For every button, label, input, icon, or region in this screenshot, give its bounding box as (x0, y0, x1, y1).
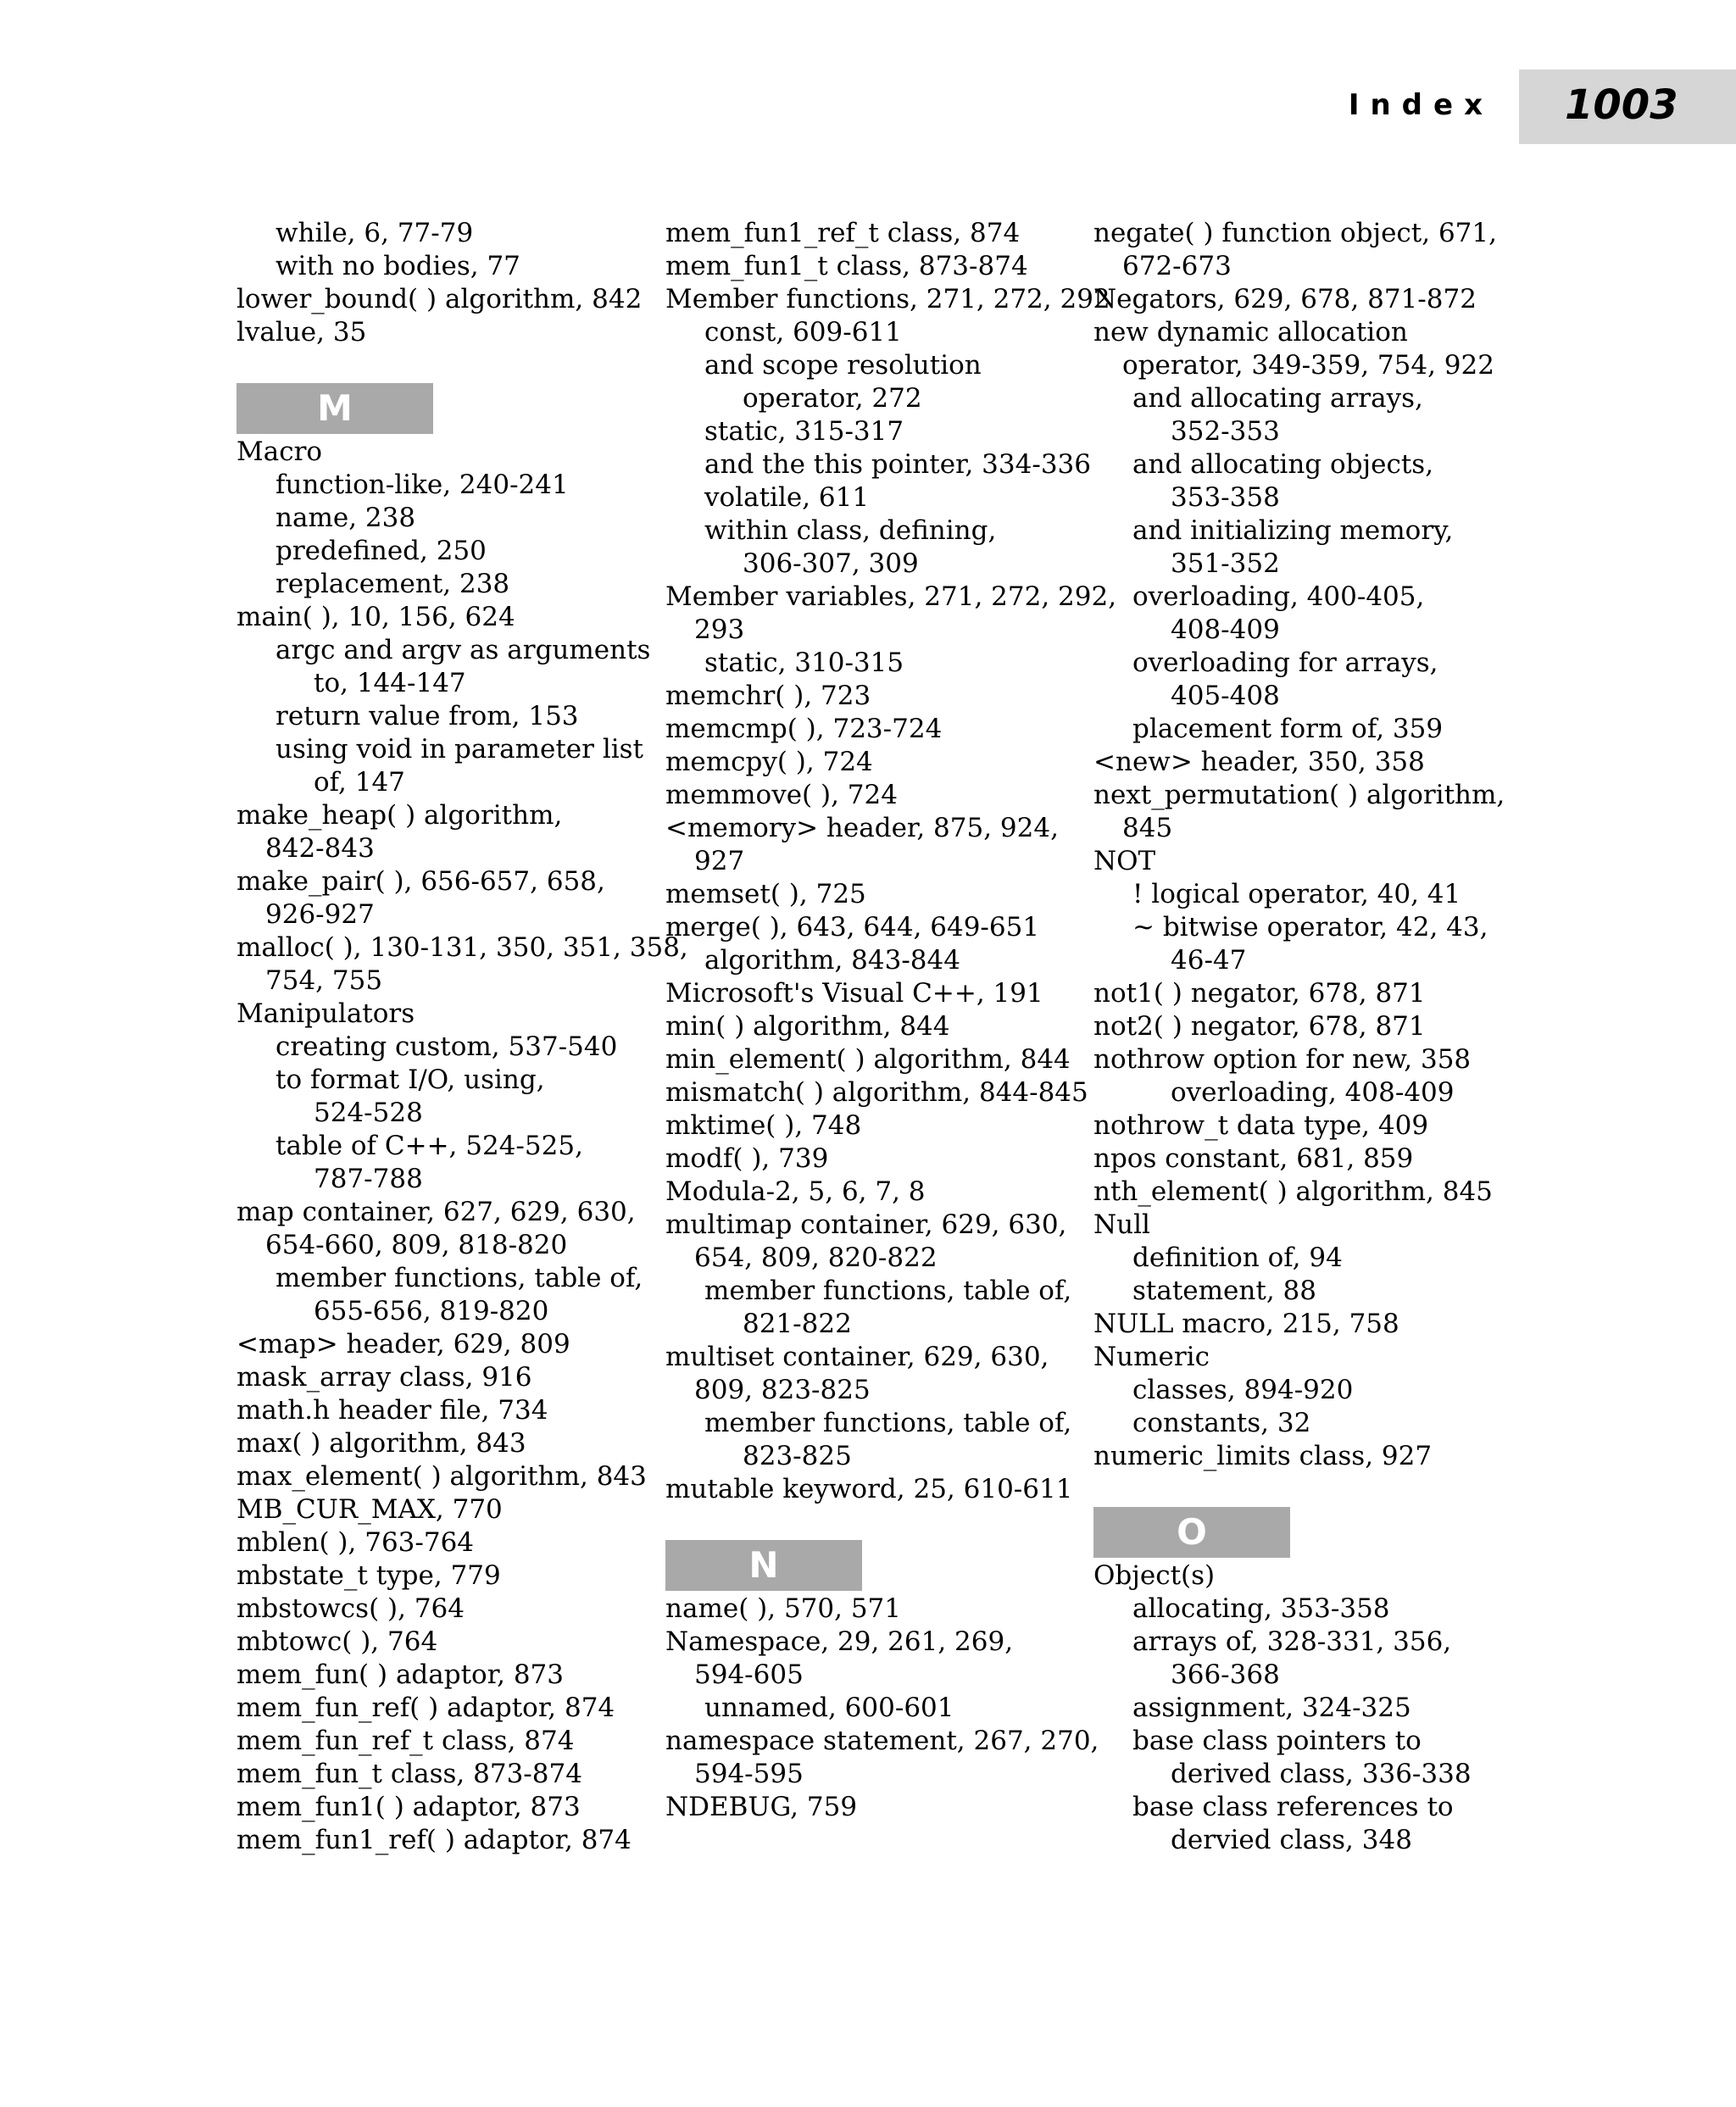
index-subentry: member functions, table of, (275, 1263, 643, 1293)
index-entry-continuation: 293 (694, 614, 745, 645)
index-entry: memset( ), 725 (665, 879, 866, 909)
index-subentry: algorithm, 843-844 (704, 945, 960, 976)
index-entry: mask_array class, 916 (236, 1362, 532, 1393)
index-entry: mutable keyword, 25, 610-611 (665, 1474, 1073, 1504)
index-entry: multiset container, 629, 630, (665, 1342, 1049, 1372)
index-entry: NULL macro, 215, 758 (1093, 1309, 1399, 1339)
index-entry: Microsoft's Visual C++, 191 (665, 978, 1043, 1009)
index-entry: malloc( ), 130-131, 350, 351, 358, (236, 932, 688, 963)
index-subentry: 351-352 (1171, 548, 1280, 579)
index-entry-continuation: 809, 823-825 (694, 1375, 871, 1405)
index-subentry: function-like, 240-241 (275, 470, 569, 500)
index-entry: NDEBUG, 759 (665, 1792, 858, 1822)
index-subentry: with no bodies, 77 (275, 251, 520, 281)
section-spacer (236, 349, 643, 383)
index-entry: Modula-2, 5, 6, 7, 8 (665, 1176, 926, 1207)
index-entry-continuation: 842-843 (265, 833, 375, 864)
index-entry: mem_fun1( ) adaptor, 873 (236, 1792, 581, 1822)
index-entry: max_element( ) algorithm, 843 (236, 1461, 647, 1492)
index-subentry: while, 6, 77-79 (275, 218, 474, 248)
index-subentry: within class, defining, (704, 515, 997, 546)
index-subentry: 655-656, 819-820 (314, 1296, 549, 1326)
index-subentry: member functions, table of, (704, 1276, 1072, 1306)
index-entry: lower_bound( ) algorithm, 842 (236, 284, 643, 314)
section-spacer (665, 1506, 1072, 1540)
index-entry: Namespace, 29, 261, 269, (665, 1626, 1014, 1657)
index-entry: modf( ), 739 (665, 1143, 829, 1174)
index-subentry: member functions, table of, (704, 1408, 1072, 1438)
index-entry: mblen( ), 763-764 (236, 1527, 475, 1558)
index-entry: multimap container, 629, 630, (665, 1209, 1067, 1240)
index-entry: NOT (1093, 846, 1156, 876)
index-subentry: definition of, 94 (1132, 1243, 1343, 1273)
page-number-box (1519, 69, 1736, 144)
index-entry: not2( ) negator, 678, 871 (1093, 1011, 1426, 1042)
index-subentry: and allocating arrays, (1132, 383, 1423, 414)
index-subentry: overloading, 400-405, (1132, 581, 1425, 612)
index-entry: mbstate_t type, 779 (236, 1560, 501, 1591)
index-subentry: 524-528 (314, 1098, 423, 1128)
index-entry: name( ), 570, 571 (665, 1593, 901, 1624)
index-subentry: overloading, 408-409 (1171, 1077, 1455, 1108)
index-entry: mbstowcs( ), 764 (236, 1593, 465, 1624)
index-entry: npos constant, 681, 859 (1093, 1143, 1414, 1174)
page-number: 1003 (1565, 81, 1678, 129)
index-entry: <memory> header, 875, 924, (665, 813, 1059, 843)
index-entry: next_permutation( ) algorithm, (1093, 780, 1505, 810)
index-entry: mem_fun1_t class, 873-874 (665, 251, 1028, 281)
index-subentry: name, 238 (275, 503, 416, 533)
index-entry: min( ) algorithm, 844 (665, 1011, 950, 1042)
index-subentry: arrays of, 328-331, 356, (1132, 1626, 1452, 1657)
page-header (1075, 69, 1736, 144)
index-subentry: 306-307, 309 (743, 548, 919, 579)
index-subentry: replacement, 238 (275, 569, 510, 599)
index-subentry: and scope resolution (704, 350, 982, 381)
index-subentry: 46-47 (1171, 945, 1247, 976)
index-entry-continuation: 927 (694, 846, 745, 876)
section-letter-heading: N (665, 1540, 862, 1591)
index-subentry: to, 144-147 (314, 668, 466, 698)
index-subentry: overloading for arrays, (1132, 648, 1438, 678)
index-subentry: volatile, 611 (704, 482, 870, 513)
index-entry: Manipulators (236, 998, 415, 1029)
index-subentry: base class pointers to (1132, 1726, 1422, 1756)
section-spacer (1093, 1473, 1500, 1507)
index-subentry: statement, 88 (1132, 1276, 1316, 1306)
index-entry-continuation: 594-595 (694, 1759, 804, 1789)
index-entry: mem_fun_t class, 873-874 (236, 1759, 582, 1789)
index-subentry: dervied class, 348 (1171, 1825, 1412, 1855)
index-entry: lvalue, 35 (236, 317, 367, 347)
index-entry: mktime( ), 748 (665, 1110, 862, 1141)
index-entry: max( ) algorithm, 843 (236, 1428, 526, 1459)
index-entry: merge( ), 643, 644, 649-651 (665, 912, 1040, 942)
index-subentry: classes, 894-920 (1132, 1375, 1354, 1405)
index-subentry: base class references to (1132, 1792, 1454, 1822)
index-entry: mem_fun1_ref( ) adaptor, 874 (236, 1825, 632, 1855)
index-entry: numeric_limits class, 927 (1093, 1441, 1433, 1471)
index-entry: Macro (236, 436, 323, 467)
index-subentry: 787-788 (314, 1164, 423, 1194)
index-entry: main( ), 10, 156, 624 (236, 602, 515, 632)
index-subentry: static, 310-315 (704, 648, 904, 678)
index-subentry: ! logical operator, 40, 41 (1132, 879, 1461, 909)
index-entry: namespace statement, 267, 270, (665, 1726, 1099, 1756)
index-subentry: ~ bitwise operator, 42, 43, (1132, 912, 1488, 942)
index-entry: math.h header file, 734 (236, 1395, 548, 1426)
index-subentry: to format I/O, using, (275, 1065, 545, 1095)
index-column-3 (1093, 217, 1505, 1857)
index-entry: nth_element( ) algorithm, 845 (1093, 1176, 1493, 1207)
index-entry-continuation: 654, 809, 820-822 (694, 1243, 938, 1273)
index-subentry: table of C++, 524-525, (275, 1131, 583, 1161)
index-subentry: unnamed, 600-601 (704, 1693, 954, 1723)
index-entry-continuation: 926-927 (265, 899, 375, 930)
index-entry-continuation: 845 (1122, 813, 1173, 843)
index-subentry: 823-825 (743, 1441, 852, 1471)
index-subentry: creating custom, 537-540 (275, 1031, 618, 1062)
index-entry-continuation: 754, 755 (265, 965, 383, 996)
index-entry: Negators, 629, 678, 871-872 (1093, 284, 1477, 314)
index-column-2 (665, 217, 1117, 1824)
index-entry: memchr( ), 723 (665, 681, 871, 711)
index-entry: Object(s) (1093, 1560, 1216, 1591)
index-entry-continuation: operator, 349-359, 754, 922 (1122, 350, 1494, 381)
index-subentry: argc and argv as arguments (275, 635, 651, 665)
index-subentry: static, 315-317 (704, 416, 904, 447)
index-entry: map container, 627, 629, 630, (236, 1197, 636, 1227)
index-subentry: and initializing memory, (1132, 515, 1454, 546)
index-entry: memcpy( ), 724 (665, 747, 873, 777)
index-subentry: 821-822 (743, 1309, 852, 1339)
index-subentry: and the this pointer, 334-336 (704, 449, 1091, 480)
index-entry: MB_CUR_MAX, 770 (236, 1494, 503, 1525)
index-entry: mem_fun_ref( ) adaptor, 874 (236, 1693, 615, 1723)
index-subentry: derived class, 336-338 (1171, 1759, 1472, 1789)
index-subentry: constants, 32 (1132, 1408, 1311, 1438)
index-entry: make_heap( ) algorithm, (236, 800, 563, 831)
index-subentry: 352-353 (1171, 416, 1280, 447)
index-subentry: predefined, 250 (275, 536, 487, 566)
index-entry: not1( ) negator, 678, 871 (1093, 978, 1426, 1009)
index-entry: Member functions, 271, 272, 292 (665, 284, 1110, 314)
index-entry: memmove( ), 724 (665, 780, 898, 810)
index-entry: mismatch( ) algorithm, 844-845 (665, 1077, 1088, 1108)
index-entry: min_element( ) algorithm, 844 (665, 1044, 1071, 1075)
index-entry-continuation: 594-605 (694, 1659, 804, 1690)
index-subentry: 405-408 (1171, 681, 1280, 711)
index-subentry: allocating, 353-358 (1132, 1593, 1390, 1624)
index-column-1 (236, 217, 688, 1857)
index-entry: memcmp( ), 723-724 (665, 714, 943, 744)
index-entry: make_pair( ), 656-657, 658, (236, 866, 605, 897)
section-letter-heading: M (236, 383, 433, 434)
index-entry: mem_fun1_ref_t class, 874 (665, 218, 1021, 248)
index-subentry: return value from, 153 (275, 701, 579, 731)
index-entry: Member variables, 271, 272, 292, (665, 581, 1117, 612)
index-entry: new dynamic allocation (1093, 317, 1408, 347)
index-subentry: of, 147 (314, 767, 405, 798)
index-subentry: assignment, 324-325 (1132, 1693, 1411, 1723)
index-entry-continuation: 654-660, 809, 818-820 (265, 1230, 568, 1260)
index-entry: Null (1093, 1209, 1150, 1240)
index-entry: Numeric (1093, 1342, 1210, 1372)
index-entry: negate( ) function object, 671, (1093, 218, 1497, 248)
index-subentry: using void in parameter list (275, 734, 644, 764)
index-subentry: 408-409 (1171, 614, 1280, 645)
index-subentry: placement form of, 359 (1132, 714, 1444, 744)
index-subentry: 353-358 (1171, 482, 1280, 513)
index-entry: nothrow_t data type, 409 (1093, 1110, 1429, 1141)
running-head: Index (1348, 88, 1494, 122)
index-entry: <new> header, 350, 358 (1093, 747, 1425, 777)
index-subentry: and allocating objects, (1132, 449, 1434, 480)
index-entry: nothrow option for new, 358 (1093, 1044, 1472, 1075)
index-entry-continuation: 672-673 (1122, 251, 1232, 281)
index-entry: mbtowc( ), 764 (236, 1626, 438, 1657)
index-subentry: operator, 272 (743, 383, 922, 414)
index-entry: mem_fun( ) adaptor, 873 (236, 1659, 565, 1690)
index-subentry: const, 609-611 (704, 317, 902, 347)
section-letter-heading: O (1093, 1507, 1290, 1558)
index-subentry: 366-368 (1171, 1659, 1280, 1690)
index-entry: mem_fun_ref_t class, 874 (236, 1726, 575, 1756)
index-entry: <map> header, 629, 809 (236, 1329, 570, 1359)
